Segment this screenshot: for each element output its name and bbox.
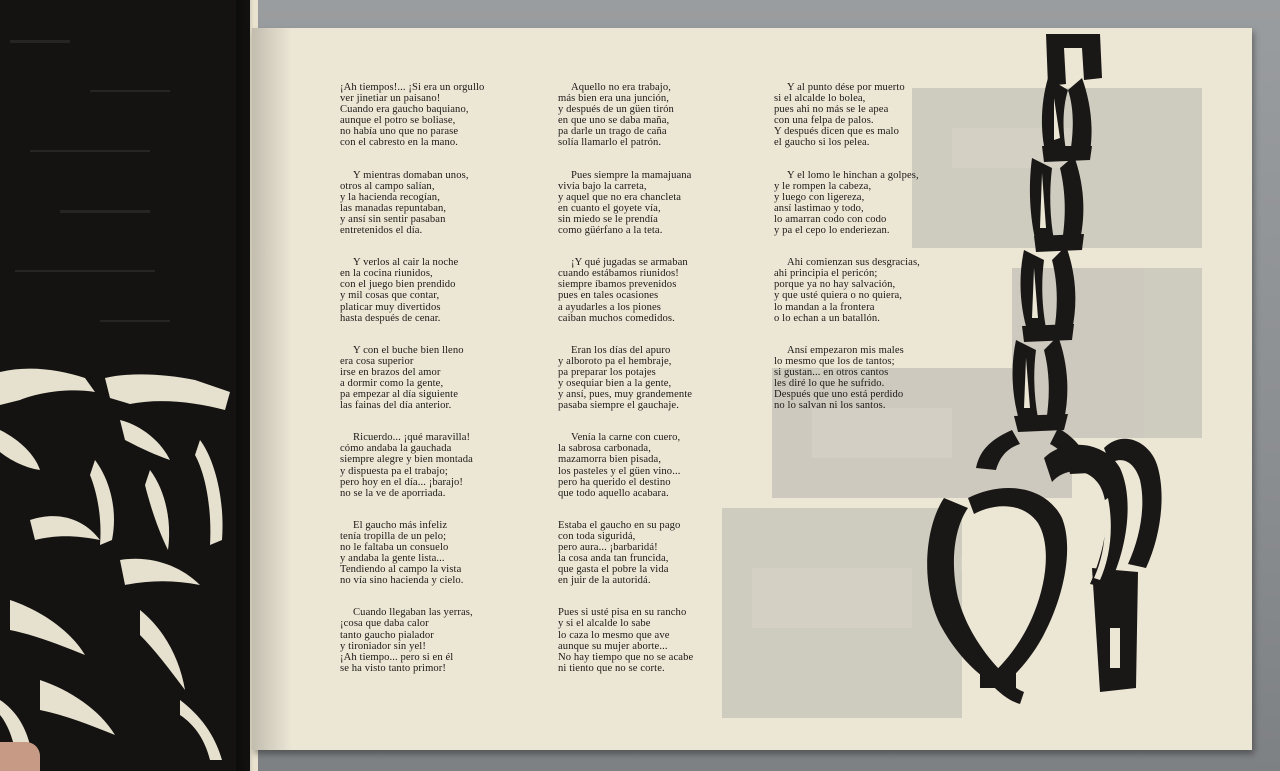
- verse-line: ver jinetiar un paisano!: [340, 93, 441, 105]
- verse-line: Pues si usté pisa en su rancho: [558, 607, 687, 619]
- stanza: [558, 432, 778, 499]
- stanza: [558, 607, 778, 674]
- verse-line: tenía tropilla de un pelo;: [340, 530, 447, 542]
- verse-line: y le rompen la cabeza,: [774, 180, 872, 192]
- verse-line: Ricuerdo... ¡qué maravilla!: [353, 432, 471, 444]
- verse-line: y la hacienda recogían,: [340, 191, 440, 203]
- stanza: [558, 520, 778, 587]
- verse-line: con el juego bien prendido: [340, 279, 456, 291]
- verse-line: en cuanto el goyete vía,: [558, 202, 661, 214]
- verse-line: ¡Ah tiempo... pero si en él: [340, 651, 454, 663]
- verse-line: irse en brazos del amor: [340, 366, 441, 378]
- verse-line: aunque el potro se boliase,: [340, 115, 456, 127]
- verse-line: y luego con ligereza,: [774, 191, 865, 203]
- verse-line: Y al punto dése por muerto: [787, 82, 905, 93]
- verse-line: pa preparar los potajes: [558, 366, 656, 378]
- verse-line: y aquel que no era chancleta: [558, 191, 682, 203]
- verse-line: era cosa superior: [340, 355, 414, 367]
- verse-line: Venía la carne con cuero,: [571, 432, 681, 444]
- verse-line: Y después dicen que es malo: [774, 126, 899, 138]
- verse-line: en juir de la autoridá.: [558, 575, 651, 587]
- verse-line: lo caza lo mesmo que ave: [558, 629, 670, 641]
- verse-line: y ansí, pues, muy grandemente: [558, 389, 693, 401]
- verse-line: ¡Y qué jugadas se armaban: [571, 257, 688, 269]
- verse-line: y si el alcalde lo sabe: [558, 618, 651, 630]
- verse-line: pues en tales ocasiones: [558, 290, 659, 302]
- verse-line: la sabrosa carbonada,: [558, 443, 651, 455]
- verse-line: si el alcalde lo bolea,: [774, 93, 866, 105]
- verse-line: y ansí sin sentir pasaban: [340, 213, 446, 225]
- verse-line: Aquello no era trabajo,: [571, 82, 671, 93]
- stanza: [340, 257, 560, 324]
- verse-line: no se la ve de aporriada.: [340, 487, 446, 499]
- stanza: [340, 170, 560, 237]
- verse-line: Y mientras domaban unos,: [353, 169, 469, 181]
- stanza: [340, 432, 560, 499]
- verse-line: las manadas repuntaban,: [340, 202, 447, 214]
- verse-line: platicar muy divertidos: [340, 301, 441, 313]
- verse-line: les diré lo que he sufrido.: [774, 377, 885, 389]
- page-curl-shade: [252, 28, 292, 750]
- verse-line: Y verlos al cair la noche: [353, 257, 459, 269]
- verse-line: Tendiendo al campo la vista: [340, 564, 462, 576]
- verse-line: si gustan... en otros cantos: [774, 366, 889, 378]
- verse-line: Y con el buche bien lleno: [353, 344, 464, 356]
- verse-line: y alboroto pa el hembraje,: [558, 355, 672, 367]
- verse-line: Cuando era gaucho baquiano,: [340, 104, 469, 116]
- stanza: [558, 170, 778, 237]
- verse-line: cómo andaba la gauchada: [340, 443, 452, 455]
- verse-line: o lo echan a un batallón.: [774, 312, 881, 324]
- verse-line: ahi principia el pericón;: [774, 268, 878, 280]
- verse-line: Eran los días del apuro: [571, 344, 671, 356]
- verse-line: no le faltaba un consuelo: [340, 542, 449, 553]
- verse-line: pa darle un trago de caña: [558, 126, 667, 138]
- stanza: [558, 257, 778, 324]
- verse-line: y pa el cepo lo enderiezan.: [774, 225, 890, 237]
- verse-line: Ahi comienzan sus desgracias,: [787, 257, 920, 269]
- verse-line: ¡cosa que daba calor: [340, 618, 429, 630]
- verse-line: y después de un güen tirón: [558, 104, 674, 116]
- verse-line: con una felpa de palos.: [774, 115, 874, 127]
- verse-line: aunque su mujer aborte...: [558, 640, 668, 652]
- verse-line: que gasta el pobre la vida: [558, 564, 669, 576]
- verse-line: ni tiento que no se corte.: [558, 662, 665, 674]
- verse-line: más bien era una junción,: [558, 93, 670, 105]
- poem-column-2: [558, 82, 778, 695]
- verse-line: pero hoy en el día... ¡barajo!: [340, 476, 464, 488]
- verse-line: en que uno se daba maña,: [558, 115, 670, 127]
- verse-line: y que usté quiera o no quiera,: [774, 290, 903, 302]
- verse-line: Y el lomo le hinchan a golpes,: [787, 169, 919, 181]
- verse-line: pa empezar al día siguiente: [340, 389, 458, 401]
- verse-line: la cosa anda tan fruncida,: [558, 553, 669, 565]
- stanza: [340, 82, 560, 149]
- verse-line: vivía bajo la carreta,: [558, 180, 647, 192]
- verse-line: como güérfano a la teta.: [558, 225, 663, 237]
- verse-line: tanto gaucho pialador: [340, 629, 434, 641]
- verse-line: siempre íbamos prevenidos: [558, 279, 677, 291]
- woodcut-chain-shackles-illustration: [924, 28, 1250, 750]
- poem-column-1: [340, 82, 560, 695]
- verse-line: hasta después de cenar.: [340, 312, 441, 324]
- verse-line: lo mesmo que los de tantos;: [774, 355, 895, 367]
- verse-line: sin miedo se le prendía: [558, 213, 658, 225]
- verse-line: en la cocina riunidos,: [340, 268, 433, 280]
- verse-line: cuando estábamos riunidos!: [558, 268, 679, 280]
- verse-line: mazamorra bien pisada,: [558, 454, 662, 466]
- verse-line: no lo salvan ni los santos.: [774, 400, 886, 412]
- verse-line: a ayudarles a los piones: [558, 301, 662, 313]
- verse-line: entretenidos el día.: [340, 225, 423, 237]
- verse-line: y dispuesta pa el trabajo;: [340, 465, 448, 477]
- verse-line: a dormir como la gente,: [340, 377, 444, 389]
- verse-line: se ha visto tanto primor!: [340, 662, 447, 674]
- verse-line: no vía sino hacienda y cielo.: [340, 575, 464, 587]
- verse-line: No hay tiempo que no se acabe: [558, 651, 694, 663]
- stanza: [340, 607, 560, 674]
- verse-line: otros al campo salían,: [340, 180, 435, 192]
- verse-line: caiban muchos comedidos.: [558, 312, 675, 324]
- verse-line: con el cabresto en la mano.: [340, 137, 459, 149]
- verse-line: y mil cosas que contar,: [340, 290, 440, 302]
- verse-line: ansí lastimao y todo,: [774, 202, 864, 214]
- verse-line: y tironiador sin yel!: [340, 640, 426, 652]
- verse-line: lo amarran codo con codo: [774, 213, 887, 225]
- verse-line: pero ha querido el destino: [558, 476, 671, 488]
- stanza: [558, 82, 778, 149]
- stanza: [340, 345, 560, 412]
- verse-line: pasaba siempre el gauchaje.: [558, 400, 679, 412]
- verse-line: Ansí empezaron mis males: [787, 344, 904, 356]
- verse-line: Estaba el gaucho en su pago: [558, 519, 681, 531]
- verse-line: siempre alegre y bien montada: [340, 454, 473, 466]
- verse-line: Después que uno está perdido: [774, 389, 904, 401]
- woodcut-face-illustration: [0, 0, 250, 771]
- verse-line: y andaba la gente lista...: [340, 553, 445, 565]
- verse-line: ¡Ah tiempos!... ¡Si era un orgullo: [340, 82, 485, 93]
- left-page: [0, 0, 258, 771]
- verse-line: el gaucho si los pelea.: [774, 137, 870, 149]
- verse-line: Cuando llegaban las yerras,: [353, 607, 473, 619]
- verse-line: con toda siguridá,: [558, 530, 636, 542]
- verse-line: que todo aquello acabara.: [558, 487, 669, 499]
- verse-line: porque ya no hay salvación,: [774, 279, 896, 291]
- verse-line: los pasteles y el güen vino...: [558, 465, 681, 477]
- holding-finger: [0, 742, 40, 771]
- verse-line: Pues siempre la mamajuana: [571, 169, 692, 181]
- verse-line: El gaucho más infeliz: [353, 519, 448, 531]
- verse-line: pues ahi no más se le apea: [774, 104, 889, 116]
- verse-line: y osequiar bien a la gente,: [558, 377, 672, 389]
- right-page: [252, 28, 1252, 750]
- verse-line: lo mandan a la frontera: [774, 301, 875, 313]
- verse-line: pero aura... ¡barbaridá!: [558, 542, 658, 553]
- stanza: [340, 520, 560, 587]
- stanza: [558, 345, 778, 412]
- verse-line: no había uno que no parase: [340, 126, 459, 138]
- verse-line: las fainas del día anterior.: [340, 400, 452, 412]
- verse-line: solía llamarlo el patrón.: [558, 137, 662, 149]
